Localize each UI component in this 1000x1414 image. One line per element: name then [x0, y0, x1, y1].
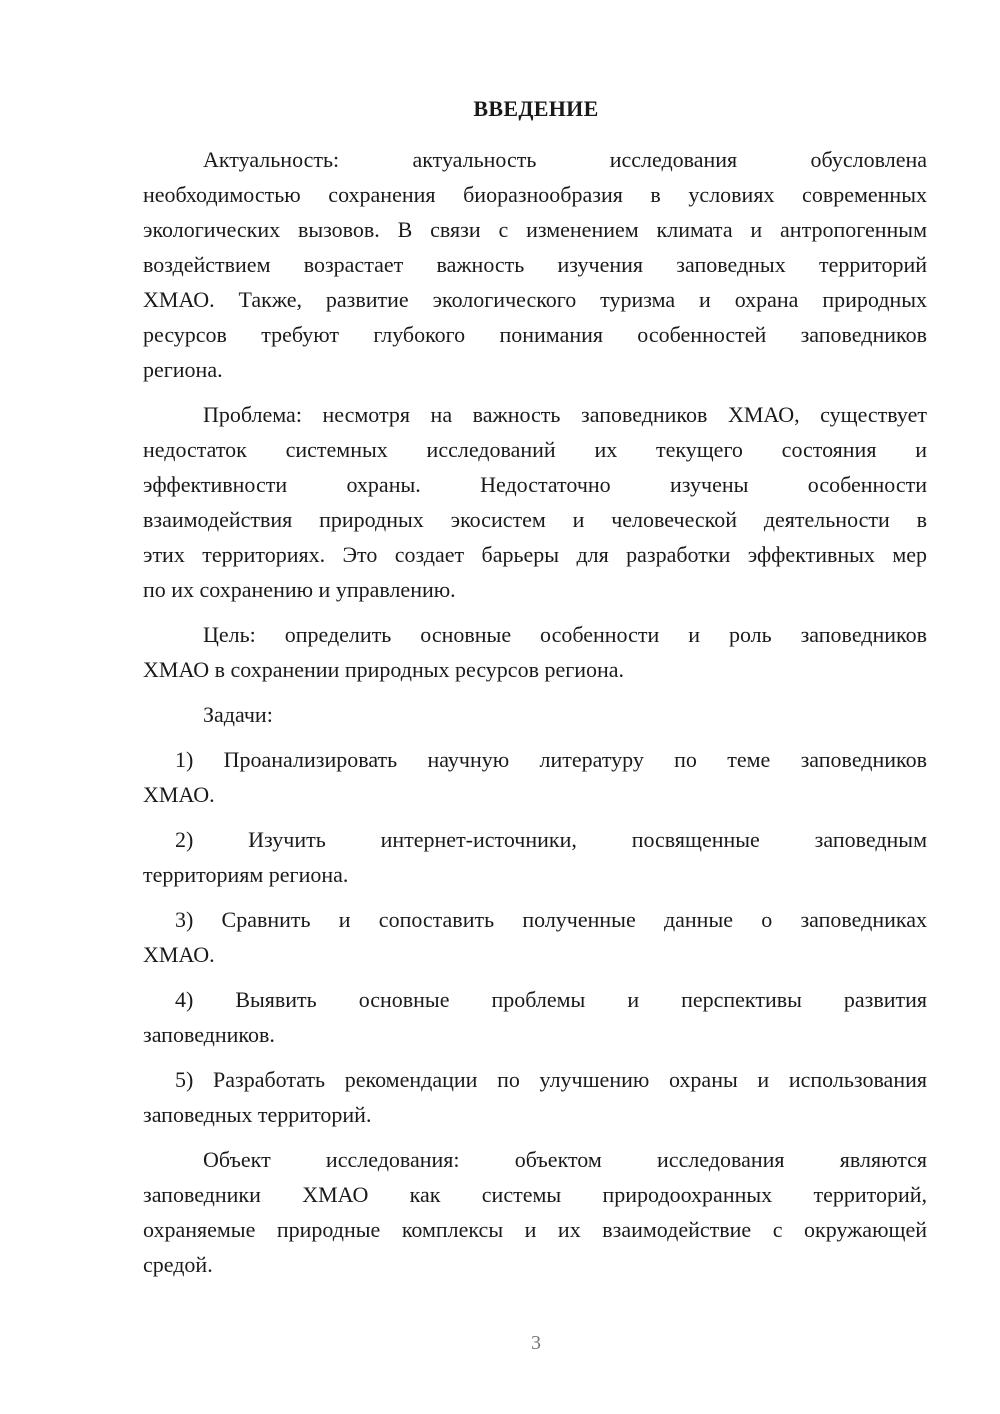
text-line: охраняемые природные комплексы и их взаимодействие с окружающей [143, 1217, 927, 1242]
text-line: Проблема: несмотря на важность заповедников ХМАО, существует [203, 402, 927, 427]
text-line: 4) Выявить основные проблемы и перспективы развития [175, 987, 927, 1012]
task-list-item [143, 1062, 927, 1132]
task-list-item [143, 902, 927, 972]
document-body [143, 142, 927, 1292]
text-line: Актуальность: актуальность исследования обусловлена [203, 147, 927, 172]
task-list-item [143, 982, 927, 1052]
paragraph [143, 397, 927, 607]
paragraph [143, 1142, 927, 1282]
text-line: 2) Изучить интернет-источники, посвященные заповедным [175, 827, 927, 852]
task-list-item [143, 822, 927, 892]
text-line: воздействием возрастает важность изучения заповедных территорий [143, 252, 927, 277]
text-line: Задачи: [203, 702, 273, 727]
text-line: ХМАО. Также, развитие экологического туризма и охрана природных [143, 287, 927, 312]
text-line: ХМАО. [143, 942, 215, 967]
text-line: заповедников. [143, 1022, 275, 1047]
text-line: недостаток системных исследований их текущего состояния и [143, 437, 927, 462]
text-line: ресурсов требуют глубокого понимания особенностей заповедников [143, 322, 927, 347]
text-line: Объект исследования: объектом исследования являются [203, 1147, 927, 1172]
text-line: заповедных территорий. [143, 1102, 372, 1127]
text-line: Цель: определить основные особенности и роль заповедников [203, 622, 927, 647]
text-line: эффективности охраны. Недостаточно изучены особенности [143, 472, 927, 497]
text-line: этих территориях. Это создает барьеры для разработки эффективных мер [143, 542, 927, 567]
text-line: заповедники ХМАО как системы природоохранных территорий, [143, 1182, 927, 1207]
text-line: взаимодействия природных экосистем и человеческой деятельности в [143, 507, 927, 532]
text-line: 5) Разработать рекомендации по улучшению охраны и использования [175, 1067, 927, 1092]
task-list-item [143, 742, 927, 812]
paragraph [143, 142, 927, 387]
text-line: территориям региона. [143, 862, 349, 887]
text-line: средой. [143, 1252, 213, 1277]
paragraph [143, 697, 927, 732]
text-line: необходимостью сохранения биоразнообразия в условиях современных [143, 182, 927, 207]
text-line: экологических вызовов. В связи с изменением климата и антропогенным [143, 217, 927, 242]
paragraph [143, 617, 927, 687]
text-line: 1) Проанализировать научную литературу по теме заповедников [175, 747, 927, 772]
text-line: 3) Сравнить и сопоставить полученные данные о заповедниках [175, 907, 927, 932]
page-title: ВВЕДЕНИЕ [473, 96, 599, 121]
text-line: ХМАО в сохранении природных ресурсов региона. [143, 657, 625, 682]
text-line: ХМАО. [143, 782, 215, 807]
text-line: по их сохранению и управлению. [143, 577, 456, 602]
text-line: региона. [143, 357, 223, 382]
page-number: 3 [531, 1332, 541, 1354]
